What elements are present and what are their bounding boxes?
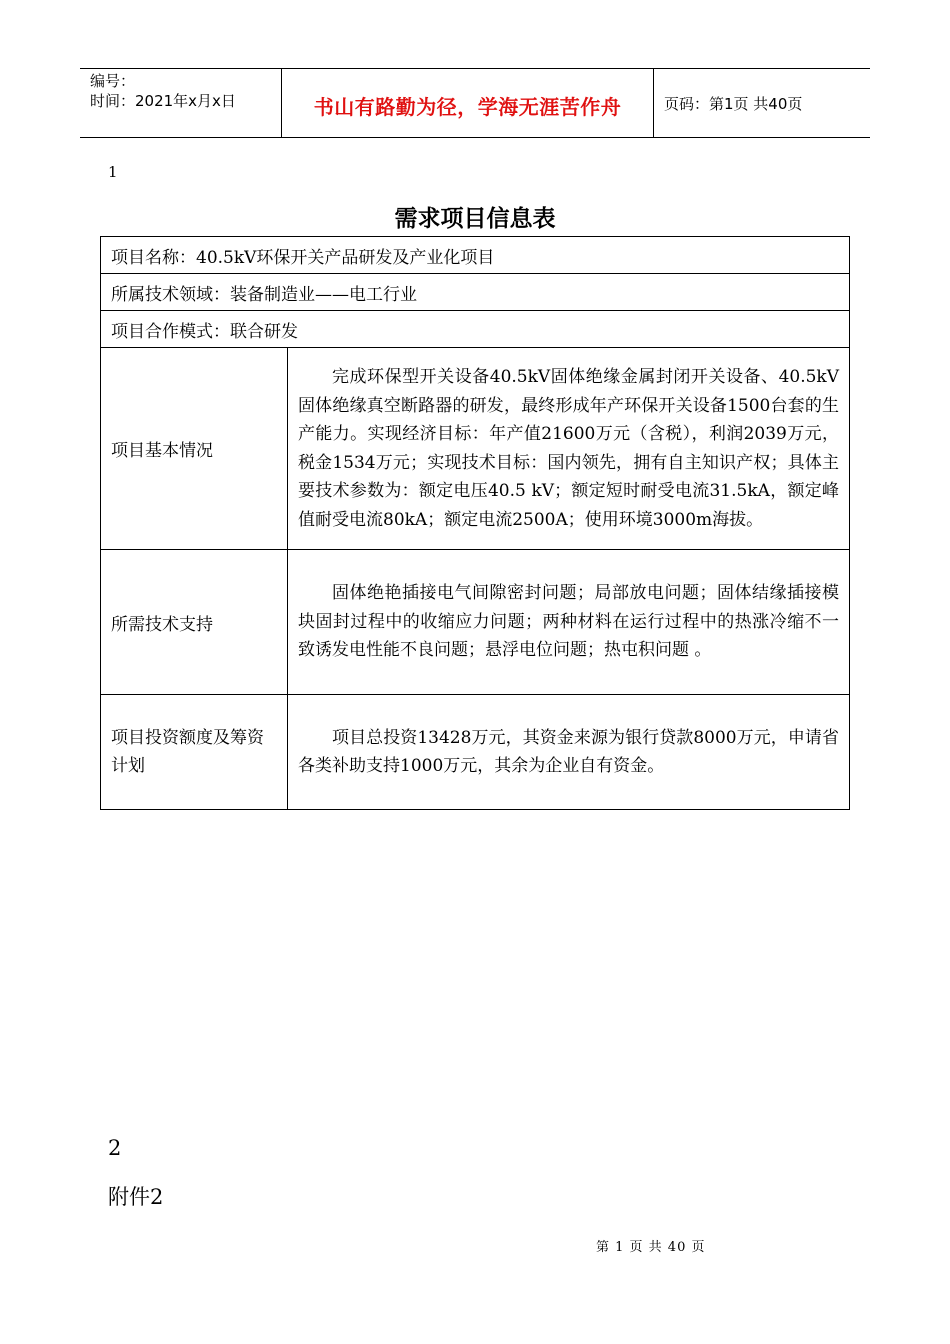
investment-label: 项目投资额度及筹资计划 bbox=[101, 695, 288, 810]
tech-support-paragraph: 固体绝艳插接电气间隙密封问题；局部放电问题；固体结缘插接模块固封过程中的收缩应力问题；两种材料在运行过程中的热涨冷缩不一致诱发电性能不良问题；悬浮电位问题；热屯积问题 。 bbox=[298, 583, 839, 661]
project-name-cell: 项目名称：40.5kV环保开关产品研发及产业化项目 bbox=[101, 237, 850, 274]
investment-paragraph: 项目总投资13428万元，其资金来源为银行贷款8000万元，申请省各类补助支持1000万元，其余为企业自有资金。 bbox=[298, 727, 839, 776]
table-row bbox=[101, 695, 850, 810]
table-title: 需求项目信息表 bbox=[394, 205, 556, 232]
table-row bbox=[101, 237, 850, 274]
table-row bbox=[101, 348, 850, 550]
tech-support-label: 所需技术支持 bbox=[101, 550, 288, 695]
basic-info-text bbox=[288, 348, 850, 550]
header-motto: 书山有路勤为径，学海无涯苦作舟 bbox=[313, 95, 622, 119]
coop-mode-cell: 项目合作模式：联合研发 bbox=[101, 311, 850, 348]
tech-field-cell: 所属技术领域：装备制造业——电工行业 bbox=[101, 274, 850, 311]
page-footer: 第 1 页 共 40 页 bbox=[596, 1240, 706, 1255]
serial-label: 编号： bbox=[90, 72, 136, 90]
table-row bbox=[101, 274, 850, 311]
section-number: 1 bbox=[108, 163, 118, 181]
table-row bbox=[101, 311, 850, 348]
section-number: 2 bbox=[108, 1136, 122, 1160]
tech-support-text bbox=[288, 550, 850, 695]
time-line: 时间：2021年x月x日 bbox=[90, 92, 236, 110]
attachment-label: 附件2 bbox=[108, 1185, 164, 1209]
info-table bbox=[100, 236, 850, 810]
investment-text bbox=[288, 695, 850, 810]
page-header bbox=[80, 68, 870, 138]
header-divider bbox=[653, 69, 654, 137]
header-meta bbox=[90, 71, 236, 111]
basic-info-label: 项目基本情况 bbox=[101, 348, 288, 550]
table-row bbox=[101, 550, 850, 695]
header-page-info: 页码：第1页 共40页 bbox=[664, 95, 803, 113]
basic-info-paragraph: 完成环保型开关设备40.5kV固体绝缘金属封闭开关设备、40.5kV固体绝缘真空断路器的研发，最终形成年产环保开关设备1500台套的生产能力。实现经济目标：年产值21600万元（含税），利润2039万元，税金1534万元；实现技术目标：国内领先，拥有自主知识产权；具体主要技术参数为：额定电压40.5 kV；额定短时耐受电流31.5kA，额定峰值耐受电流80kA；额定电流2500A；使用环境3000m海拔。 bbox=[298, 367, 839, 530]
